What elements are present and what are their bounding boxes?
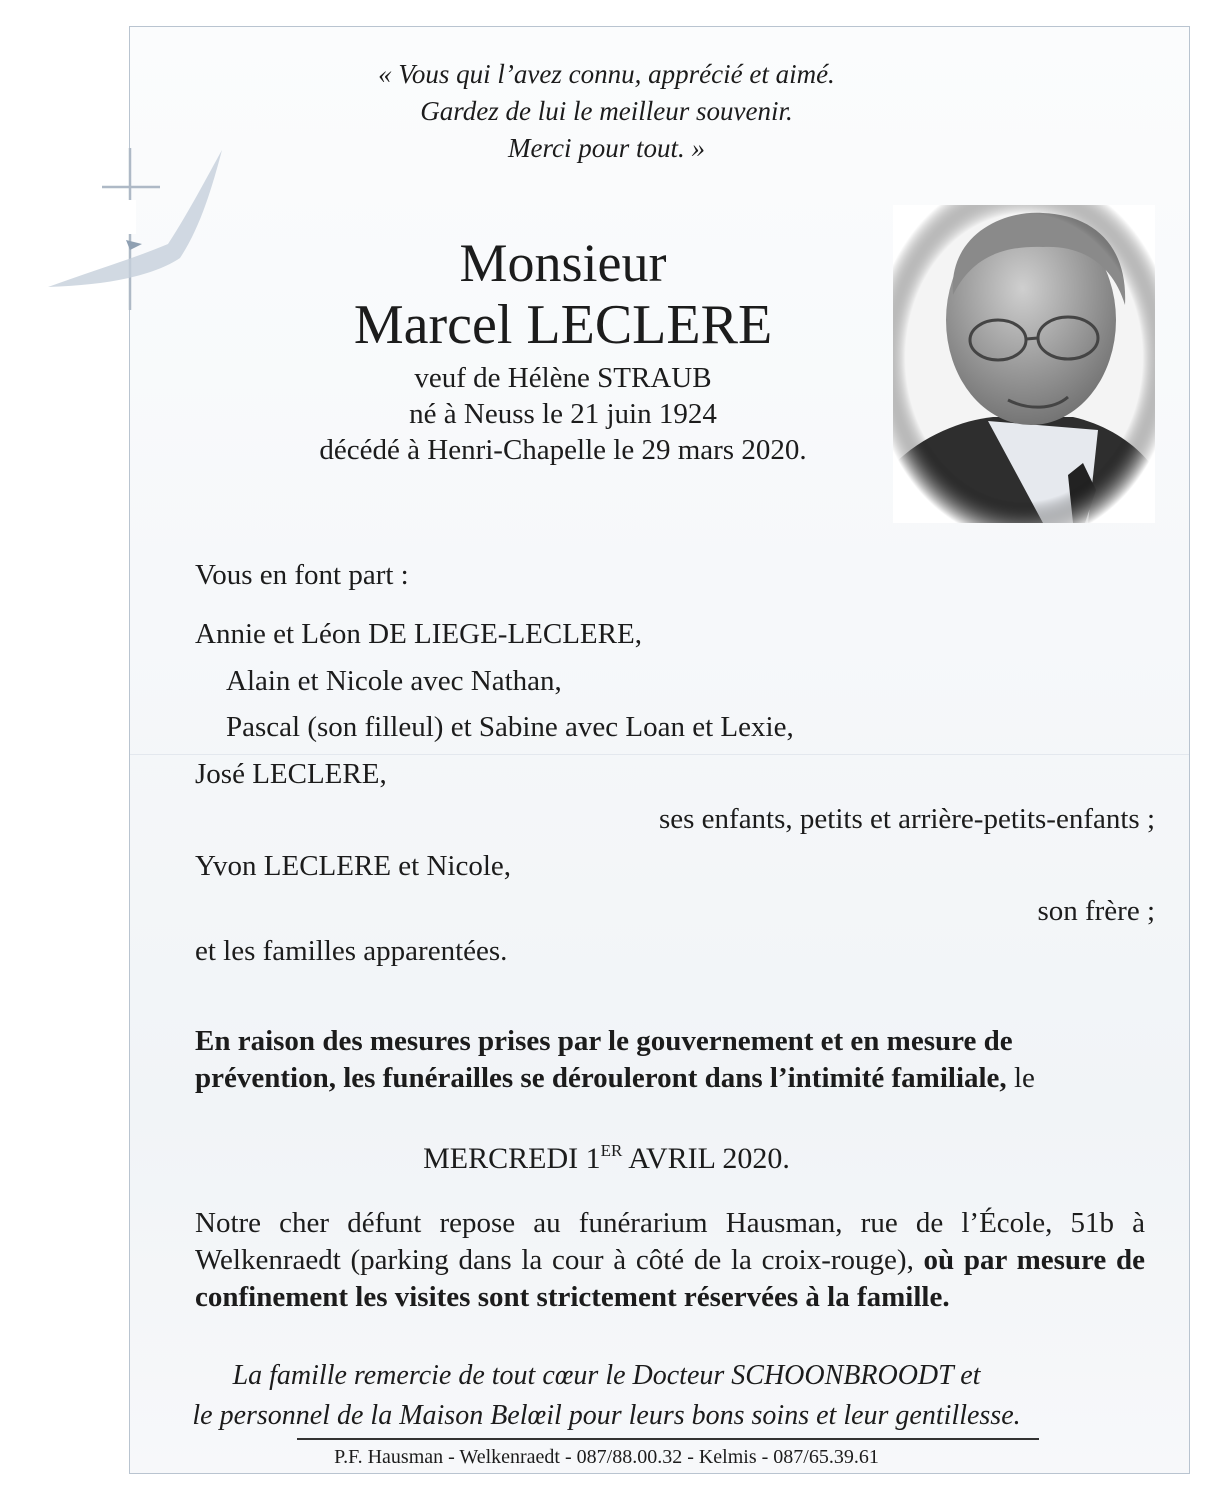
civility: Monsieur: [459, 233, 667, 293]
thanks-line-1: La famille remercie de tout cœur le Docteur SCHOONBROODT et: [232, 1360, 981, 1391]
birth-line: né à Neuss le 21 juin 1924: [409, 398, 717, 430]
funeral-notice-tail: le: [1006, 1062, 1035, 1094]
quote-line-2: Gardez de lui le meilleur souvenir.: [420, 96, 793, 126]
footer-divider: [297, 1438, 1039, 1440]
deceased-header: [260, 232, 866, 468]
intro-line: Vous en font part :: [195, 559, 409, 591]
funeral-notice: [195, 1023, 1145, 1097]
portrait-photo: [893, 205, 1155, 523]
family-line-2: José LECLERE,: [195, 758, 387, 790]
family-line-1a: Alain et Nicole avec Nathan,: [226, 665, 562, 697]
thanks-line-2: le personnel de la Maison Belœil pour leurs bons soins et leur gentillesse.: [192, 1400, 1021, 1431]
rest-notice-text: Notre cher défunt repose au funérarium Hausman, rue de l’École, 51b à Welkenraedt (parking dans la cour à côté de la croix-rouge),: [195, 1207, 1145, 1276]
quote-line-1: « Vous qui l’avez connu, apprécié et aimé.: [378, 59, 835, 89]
funeral-date-suffix: AVRIL 2020.: [622, 1142, 790, 1175]
relation-children: ses enfants, petits et arrière-petits-enfants ;: [658, 803, 1155, 835]
funeral-date-sup: ER: [600, 1141, 623, 1160]
funeral-date: [0, 1133, 1213, 1177]
death-line: décédé à Henri-Chapelle le 29 mars 2020.: [319, 434, 807, 466]
funeral-date-prefix: MERCREDI 1: [423, 1142, 601, 1175]
funeral-home-footer: P.F. Hausman - Welkenraedt - 087/88.00.32 - Kelmis - 087/65.39.61: [334, 1446, 879, 1468]
family-line-4: et les familles apparentées.: [195, 935, 508, 967]
deceased-name: Marcel LECLERE: [353, 294, 773, 356]
thanks-note: [0, 1356, 1213, 1436]
rest-notice-bold: où par mesure de confinement les visites sont strictement réservées à la famille.: [195, 1244, 1145, 1313]
cross-and-dove-icon: [40, 140, 230, 330]
family-line-3: Yvon LECLERE et Nicole,: [195, 850, 512, 882]
family-line-1: Annie et Léon DE LIEGE-LECLERE,: [195, 618, 642, 650]
relation-brother: son frère ;: [1037, 895, 1155, 927]
quote-line-3: Merci pour tout. »: [508, 133, 705, 163]
family-line-1b: Pascal (son filleul) et Sabine avec Loan et Lexie,: [226, 711, 794, 743]
fold-line: [130, 754, 1189, 755]
spouse-line: veuf de Hélène STRAUB: [414, 362, 712, 394]
funeral-notice-bold: En raison des mesures prises par le gouvernement et en mesure de prévention, les funérailles se dérouleront dans l’intimité familiale,: [195, 1025, 1013, 1094]
rest-notice: [195, 1205, 1145, 1316]
